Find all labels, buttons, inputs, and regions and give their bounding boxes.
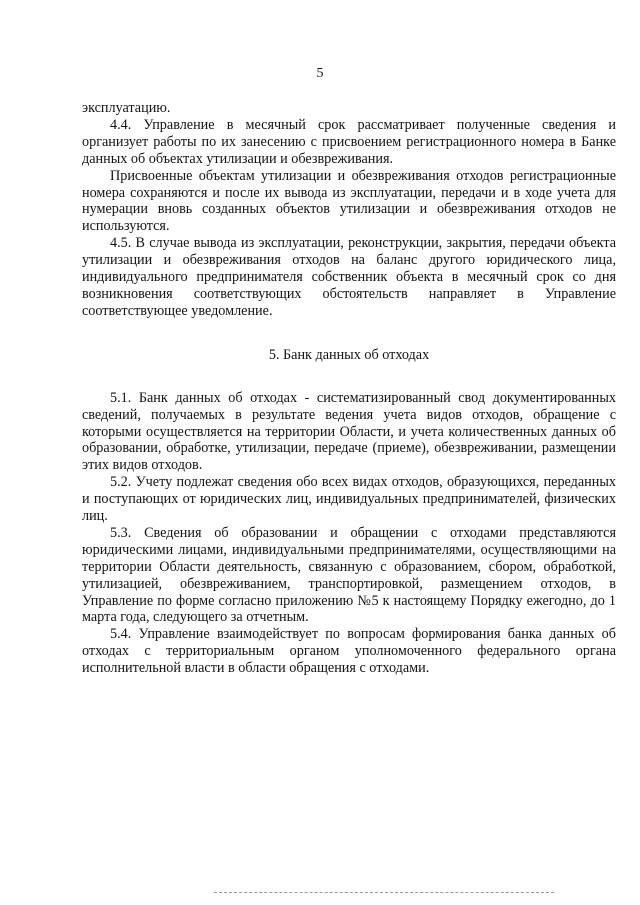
paragraph-5-1: 5.1. Банк данных об отходах - систематизированный свод документированных сведений, получаемых в результате ведения учета видов отходов, обращение с которыми осуществляется на территории Области, и учета количественных данных об образовании, обработке, утилизации, передаче (приеме), обезвреживании, размещении этих видов отходов. [82,389,616,474]
paragraph-5-3: 5.3. Сведения об образовании и обращении с отходами представляются юридическими лицами, индивидуальными предпринимателями, осуществляющими на территории Области деятельность, связанную с образованием, сбором, обработкой, утилизацией, обезвреживанием, транспортировкой, размещением отходов, в Управление по форме согласно приложению №5 к настоящему Порядку ежегодно, до 1 марта года, следующего за отчетным. [82,524,616,626]
paragraph-5-4: 5.4. Управление взаимодействует по вопросам формирования банка данных об отходах с территориальным органом уполномоченного федерального органа исполнительной власти в области обращения с отходами. [82,626,616,677]
paragraph-continuation: эксплуатацию. [82,100,171,116]
footer-scan-line [214,892,554,893]
paragraph-5-2: 5.2. Учету подлежат сведения обо всех видах отходов, образующихся, переданных и поступающих от юридических лиц, индивидуальных предпринимателей, физических лиц. [82,474,616,525]
paragraph-4-5: 4.5. В случае вывода из эксплуатации, реконструкции, закрытия, передачи объекта утилизации и обезвреживания отходов на баланс другого юридического лица, индивидуального предпринимателя собственник объекта в месячный срок со дня возникновения соответствующих обстоятельств направляет в Управление соответствующее уведомление. [82,235,616,319]
paragraph-registration-numbers: Присвоенные объектам утилизации и обезвреживания отходов регистрационные номера сохраняются и после их вывода из эксплуатации, передачи и в ходе учета для нумерации вновь созданных объектов утилизации и обезвреживания отходов не используются. [82,167,616,235]
page-number: 5 [316,66,324,81]
paragraph-4-4: 4.4. Управление в месячный срок рассматривает полученные сведения и организует работы по их занесению с присвоением регистрационного номера в Банке данных об объектах утилизации и обезвреживания. [82,116,616,167]
document-body [82,100,616,677]
section-heading: 5. Банк данных об отходах [268,346,430,363]
